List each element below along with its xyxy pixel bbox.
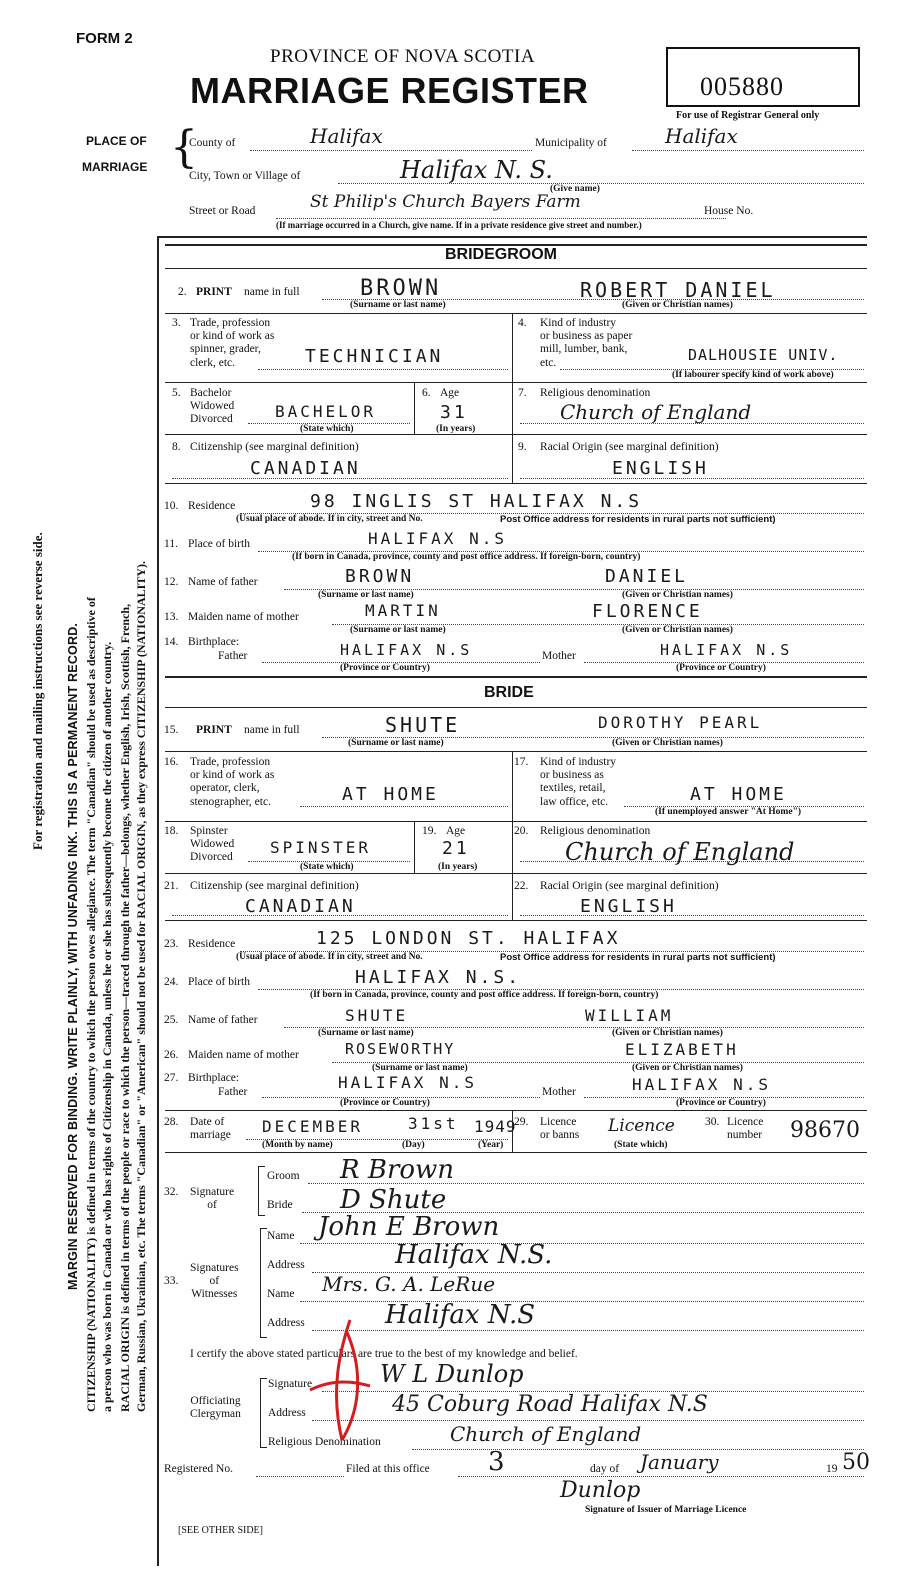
give-name-caption: (Give name) xyxy=(550,184,600,194)
field-18-number: 18. xyxy=(164,825,179,837)
municipality-label: Municipality of xyxy=(535,137,607,149)
field-6-number: 6. xyxy=(422,387,431,399)
groom-father-birthplace: HALIFAX N.S xyxy=(340,641,473,659)
bride-marital-status: SPINSTER xyxy=(270,838,372,857)
margin-instruction: MARGIN RESERVED FOR BINDING. WRITE PLAINLY, WITH UNFADING INK. THIS IS A PERMANENT RECORD. xyxy=(66,622,80,1290)
clergy-denomination-label: Religious Denomination xyxy=(268,1436,381,1448)
field-9-number: 9. xyxy=(518,441,527,453)
field-5-number: 5. xyxy=(172,387,181,399)
field-20-number: 20. xyxy=(514,825,529,837)
field-11-number: 11. xyxy=(164,538,178,550)
city-value: Halifax N. S. xyxy=(400,156,553,184)
certify-statement: I certify the above stated particulars are true to the best of my knowledge and belief. xyxy=(190,1348,578,1360)
witness1-address: Halifax N.S. xyxy=(395,1240,553,1270)
field-27-label-father: Father xyxy=(218,1086,248,1098)
field-2-label: name in full xyxy=(244,286,300,298)
witness1-name-label: Name xyxy=(267,1230,295,1242)
field-13-number: 13. xyxy=(164,611,179,623)
year-prefix: 19 xyxy=(826,1463,838,1475)
groom-trade: TECHNICIAN xyxy=(305,346,444,367)
place-brace: { xyxy=(170,122,198,173)
groom-mother-province-caption: (Province or Country) xyxy=(676,663,766,673)
bride-father-surname: SHUTE xyxy=(345,1006,409,1025)
field-22-number: 22. xyxy=(514,880,529,892)
groom-birthplace: HALIFAX N.S xyxy=(368,529,507,548)
issuer-caption: Signature of Issuer of Marriage Licence xyxy=(585,1505,747,1515)
groom-industry: DALHOUSIE UNIV. xyxy=(688,346,839,364)
province-heading: PROVINCE OF NOVA SCOTIA xyxy=(270,46,536,67)
field-16-number: 16. xyxy=(164,756,179,768)
field-23-number: 23. xyxy=(164,938,179,950)
red-ink-mark xyxy=(300,1310,380,1450)
field-15-label: name in full xyxy=(244,724,300,736)
page-title: MARRIAGE REGISTER xyxy=(190,70,589,111)
bride-signature-label: Bride xyxy=(267,1199,293,1211)
groom-marital-status: BACHELOR xyxy=(275,402,377,421)
field-27-label-birthplace: Birthplace: xyxy=(188,1072,240,1084)
filed-year: 50 xyxy=(842,1450,870,1475)
field-10-number: 10. xyxy=(164,500,179,512)
groom-signature-label: Groom xyxy=(267,1170,300,1182)
groom-signature: R Brown xyxy=(340,1155,455,1185)
registrar-note: For use of Registrar General only xyxy=(676,110,820,121)
witness1-address-label: Address xyxy=(267,1259,305,1271)
street-value: St Philip's Church Bayers Farm xyxy=(310,192,581,212)
clergy-label: Officiating Clergyman xyxy=(190,1395,241,1421)
field-3-label: Trade, profession or kind of work as spinner, grader, clerk, etc. xyxy=(190,317,275,369)
field-12-number: 12. xyxy=(164,576,179,588)
bride-given-caption: (Given or Christian names) xyxy=(612,738,723,748)
month-caption: (Month by name) xyxy=(262,1140,333,1150)
field-19-number: 19. xyxy=(422,825,437,837)
street-note: (If marriage occurred in a Church, give name. If in a private residence give street and number.) xyxy=(276,220,642,230)
field-14-label-birthplace: Birthplace: xyxy=(188,636,240,648)
bride-racial-origin: ENGLISH xyxy=(580,896,677,917)
clergy-address: 45 Coburg Road Halifax N.S xyxy=(392,1392,708,1417)
bride-industry-note: (If unemployed answer "At Home") xyxy=(655,807,802,817)
groom-father-province-caption: (Province or Country) xyxy=(340,663,430,673)
field-30-label: Licence number xyxy=(727,1116,764,1142)
bride-mother-province-caption: (Province or Country) xyxy=(676,1098,766,1108)
marriage-month: DECEMBER xyxy=(262,1117,364,1136)
field-3-number: 3. xyxy=(172,317,181,329)
field-33-label: Signatures of Witnesses xyxy=(190,1262,239,1301)
field-11-label: Place of birth xyxy=(188,538,250,550)
marriage-day: 31st xyxy=(408,1114,459,1133)
form-number: FORM 2 xyxy=(76,30,133,47)
groom-father-given: DANIEL xyxy=(605,566,689,587)
groom-mother-surname-caption: (Surname or last name) xyxy=(350,625,446,635)
field-15-number: 15. xyxy=(164,724,179,736)
issuer-signature: Dunlop xyxy=(560,1478,641,1503)
groom-father-surname: BROWN xyxy=(345,566,415,587)
bride-mother-birthplace: HALIFAX N.S xyxy=(632,1075,771,1094)
bride-father-province-caption: (Province or Country) xyxy=(340,1098,430,1108)
bridegroom-heading: BRIDEGROOM xyxy=(445,246,557,263)
bride-mother-surname: ROSEWORTHY xyxy=(345,1040,456,1058)
bride-residence-note-b: Post Office address for residents in rural parts not sufficient) xyxy=(500,952,776,963)
year-caption: (Year) xyxy=(478,1140,504,1150)
bride-citizenship: CANADIAN xyxy=(245,896,356,917)
bride-surname: SHUTE xyxy=(385,713,461,737)
field-17-label: Kind of industry or business as textiles, retail, law office, etc. xyxy=(540,756,617,808)
groom-father-given-caption: (Given or Christian names) xyxy=(622,590,733,600)
field-32-label: Signature of xyxy=(190,1186,235,1212)
field-28-number: 28. xyxy=(164,1116,179,1128)
see-other-side: [SEE OTHER SIDE] xyxy=(178,1525,263,1536)
field-30-number: 30. xyxy=(705,1116,720,1128)
clergy-signature: W L Dunlop xyxy=(380,1360,524,1388)
field-24-label: Place of birth xyxy=(188,976,250,988)
bride-signature: D Shute xyxy=(340,1185,447,1215)
groom-age: 31 xyxy=(440,402,468,423)
citizenship-definition-1: CITIZENSHIP (NATIONALITY) is defined in terms of the country to which the person owes allegiance. The term "Canadian" should be used as descriptive of xyxy=(84,597,98,1412)
groom-residence-note-b: Post Office address for residents in rural parts not sufficient) xyxy=(500,514,776,525)
bride-state-which: (State which) xyxy=(300,862,354,872)
groom-residence: 98 INGLIS ST HALIFAX N.S xyxy=(310,491,643,512)
groom-state-which: (State which) xyxy=(300,424,354,434)
field-21-label: Citizenship (see marginal definition) xyxy=(190,880,359,892)
field-23-label: Residence xyxy=(188,938,236,950)
field-25-number: 25. xyxy=(164,1014,179,1026)
field-17-number: 17. xyxy=(514,756,529,768)
groom-mother-birthplace: HALIFAX N.S xyxy=(660,641,793,659)
groom-religion: Church of England xyxy=(560,400,752,424)
witness2-address: Halifax N.S xyxy=(385,1300,536,1330)
bride-mother-surname-caption: (Surname or last name) xyxy=(372,1063,468,1073)
bride-given-names: DOROTHY PEARL xyxy=(598,713,763,732)
groom-industry-note: (If labourer specify kind of work above) xyxy=(672,370,834,380)
register-number: 005880 xyxy=(700,72,784,101)
licence-number: 98670 xyxy=(790,1118,860,1143)
field-12-label: Name of father xyxy=(188,576,258,588)
witness2-name: Mrs. G. A. LeRue xyxy=(322,1272,496,1296)
bride-residence-note-a: (Usual place of abode. If in city, street and No. xyxy=(236,952,423,962)
citizenship-definition-2: a person who was born in Canada or who has rights of Citizenship in Canada, unless he or she has subsequently become the citizen of another country. xyxy=(100,641,114,1412)
clergy-signature-label: Signature xyxy=(268,1378,313,1390)
field-25-label: Name of father xyxy=(188,1014,258,1026)
field-5-label: Bachelor Widowed Divorced xyxy=(190,387,235,426)
field-7-label: Religious denomination xyxy=(540,387,651,399)
clergy-denomination: Church of England xyxy=(450,1422,642,1446)
racial-definition-1: RACIAL ORIGIN is defined in terms of the people or race to which the person—traced through the father—belongs, whether English, Irish, Scottish, French, xyxy=(118,603,132,1412)
filed-month: January xyxy=(640,1450,719,1474)
licence-or-banns: Licence xyxy=(608,1116,675,1136)
field-14-label-father: Father xyxy=(218,650,248,662)
bride-surname-caption: (Surname or last name) xyxy=(348,738,444,748)
bride-age-caption: (In years) xyxy=(438,862,478,872)
bride-father-given-caption: (Given or Christian names) xyxy=(612,1028,723,1038)
field-22-label: Racial Origin (see marginal definition) xyxy=(540,880,719,892)
bride-father-given: WILLIAM xyxy=(585,1006,674,1025)
field-26-label: Maiden name of mother xyxy=(188,1049,299,1061)
field-9-label: Racial Origin (see marginal definition) xyxy=(540,441,719,453)
bride-father-birthplace: HALIFAX N.S xyxy=(338,1073,477,1092)
bride-age: 21 xyxy=(442,838,470,859)
bride-trade: AT HOME xyxy=(342,784,439,805)
field-27-number: 27. xyxy=(164,1072,179,1084)
bride-mother-given-caption: (Given or Christian names) xyxy=(632,1063,743,1073)
margin-reverse-note: For registration and mailing instructions see reverse side. xyxy=(30,532,45,850)
field-14-label-mother: Mother xyxy=(542,650,576,662)
groom-father-surname-caption: (Surname or last name) xyxy=(318,590,414,600)
bride-industry: AT HOME xyxy=(690,784,787,805)
bride-birthplace: HALIFAX N.S. xyxy=(355,967,522,988)
licence-state-which: (State which) xyxy=(614,1140,668,1150)
municipality-value: Halifax xyxy=(665,124,738,148)
county-value: Halifax xyxy=(310,124,383,148)
field-29-number: 29. xyxy=(514,1116,529,1128)
field-19-label: Age xyxy=(446,825,466,837)
field-8-number: 8. xyxy=(172,441,181,453)
racial-definition-2: German, Russian, Ukrainian, etc. The terms "Canadian" or "American" should not be used for RACIAL ORIGIN, as they express CITIZENSHIP (NATIONALITY). xyxy=(134,561,148,1412)
bride-residence: 125 LONDON ST. HALIFAX xyxy=(316,928,621,949)
field-6-label: Age xyxy=(440,387,460,399)
groom-given-caption: (Given or Christian names) xyxy=(622,300,733,310)
field-21-number: 21. xyxy=(164,880,179,892)
field-4-number: 4. xyxy=(518,317,527,329)
filed-day: 3 xyxy=(488,1447,505,1477)
field-15-print: PRINT xyxy=(196,724,232,736)
field-27-label-mother: Mother xyxy=(542,1086,576,1098)
bride-heading: BRIDE xyxy=(484,684,534,701)
field-32-number: 32. xyxy=(164,1186,179,1198)
field-10-label: Residence xyxy=(188,500,236,512)
field-2-print: PRINT xyxy=(196,286,232,298)
field-33-number: 33. xyxy=(164,1275,179,1287)
house-number-label: House No. xyxy=(704,205,754,217)
registered-no-label: Registered No. xyxy=(164,1463,233,1475)
field-20-label: Religious denomination xyxy=(540,825,651,837)
field-4-label: Kind of industry or business as paper mill, lumber, bank, etc. xyxy=(540,317,633,369)
bride-father-surname-caption: (Surname or last name) xyxy=(318,1028,414,1038)
groom-mother-given-caption: (Given or Christian names) xyxy=(622,625,733,635)
field-14-number: 14. xyxy=(164,636,179,648)
field-2-number: 2. xyxy=(178,286,187,298)
field-8-label: Citizenship (see marginal definition) xyxy=(190,441,359,453)
witness2-name-label: Name xyxy=(267,1288,295,1300)
witness2-address-label: Address xyxy=(267,1317,305,1329)
clergy-address-label: Address xyxy=(268,1407,306,1419)
field-24-number: 24. xyxy=(164,976,179,988)
day-caption: (Day) xyxy=(402,1140,425,1150)
street-label: Street or Road xyxy=(189,205,256,217)
groom-birthplace-note: (If born in Canada, province, county and post office address. If foreign-born, country) xyxy=(292,552,641,562)
marriage-label: MARRIAGE xyxy=(82,160,148,174)
day-of-label: day of xyxy=(590,1463,620,1475)
groom-given-names: ROBERT DANIEL xyxy=(580,278,776,302)
groom-age-caption: (In years) xyxy=(436,424,476,434)
groom-mother-surname: MARTIN xyxy=(365,601,441,620)
city-label: City, Town or Village of xyxy=(189,170,301,182)
field-18-label: Spinster Widowed Divorced xyxy=(190,825,235,864)
groom-citizenship: CANADIAN xyxy=(250,458,361,479)
field-29-label: Licence or banns xyxy=(540,1116,580,1142)
groom-surname: BROWN xyxy=(360,276,442,301)
groom-residence-note-a: (Usual place of abode. If in city, street and No. xyxy=(236,514,423,524)
bride-birthplace-note: (If born in Canada, province, county and post office address. If foreign-born, country) xyxy=(310,990,659,1000)
groom-mother-given: FLORENCE xyxy=(592,601,703,622)
filed-label: Filed at this office xyxy=(346,1463,430,1475)
place-of-label: PLACE OF xyxy=(86,134,147,148)
field-28-label: Date of marriage xyxy=(190,1116,231,1142)
bride-religion: Church of England xyxy=(565,838,795,866)
field-7-number: 7. xyxy=(518,387,527,399)
field-16-label: Trade, profession or kind of work as operator, clerk, stenographer, etc. xyxy=(190,756,275,808)
marriage-year: 1949 xyxy=(474,1117,517,1136)
groom-racial-origin: ENGLISH xyxy=(612,458,709,479)
bride-mother-given: ELIZABETH xyxy=(625,1040,739,1059)
field-13-label: Maiden name of mother xyxy=(188,611,299,623)
witness1-name: John E Brown xyxy=(318,1212,500,1242)
groom-surname-caption: (Surname or last name) xyxy=(350,300,446,310)
county-label: County of xyxy=(189,137,236,149)
field-26-number: 26. xyxy=(164,1049,179,1061)
